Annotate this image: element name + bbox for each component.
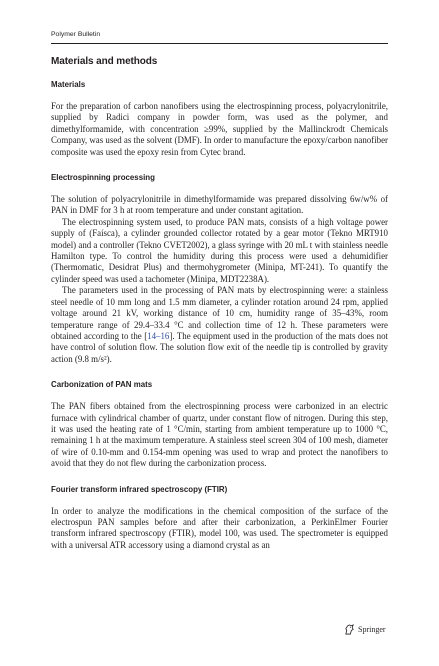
- electrospinning-paragraph-2: The electrospinning system used, to produce PAN mats, consists of a high voltage power supply of (Faísca), a cylinder grounded collector rotated by a gear motor (Tekno MRT910 model) and a controller (Tekno CVET2002), a glass syringe with 20 mL t with stainless needle Hamilton type. To control the humidity during this process were used a dehumidifier (Thermomatic, Desidrat Plus) and thermohygrometer (Minipa, MT-241). To quantify the cylinder speed was used a tachometer (Minipa, MDT2238A).: [51, 216, 388, 284]
- publisher-logo: [344, 624, 386, 635]
- springer-horse-icon: [344, 624, 355, 635]
- ftir-paragraph: In order to analyze the modifications in the chemical composition of the surface of the electrospun PAN samples before and after their carbonization, a PerkinElmer Fourier transform infrared spectroscopy (FTIR), model 100, was used. The spectrometer is equipped with a universal ATR accessory using a diamond crystal as an: [51, 505, 388, 550]
- materials-heading: Materials: [51, 80, 86, 89]
- electrospinning-heading: Electrospinning processing: [51, 173, 155, 183]
- carbonization-heading: Carbonization of PAN mats: [51, 380, 153, 390]
- publisher-name: Springer: [358, 625, 386, 634]
- header-rule: [51, 43, 388, 44]
- electrospinning-paragraph-3: [51, 285, 388, 365]
- citation-link[interactable]: 14–16: [147, 330, 170, 341]
- section-title: Materials and methods: [51, 56, 158, 67]
- materials-paragraph: For the preparation of carbon nanofibers using the electrospinning process, polyacrylonitrile, supplied by Radici company in powder form, was used as the polymer, and dimethylformamide, with concentration ≥99%, supplied by the Mallinckrodt Chemicals Company, was used as the solvent (DMF). In order to manufacture the epoxy/carbon nanofiber composite was used the epoxy resin from Cytec brand.: [51, 101, 388, 157]
- ftir-heading: Fourier transform infrared spectroscopy (FTIR): [51, 484, 228, 494]
- p3-text-after: ]. The equipment used in the production of the mats does not have control of solution flow. The solution flow exit of the needle tip is controlled by gravity action (9.8 m/s²).: [51, 330, 388, 364]
- electrospinning-paragraph-1: The solution of polyacrylonitrile in dimethylformamide was prepared dissolving 6w/w% of PAN in DMF for 3 h at room temperature and under constant agitation.: [51, 194, 388, 216]
- p3-text-before: The parameters used in the processing of PAN mats by electrospinning were: a stainless steel needle of 10 mm long and 1.5 mm diameter, a cylinder rotation around 24 rpm, applied voltage around 21 kV, working distance of 10 cm, humidity range of 35–43%, room temperature range of 29.4–33.4 °C and collection time of 12 h. These parameters were obtained according to the [: [51, 285, 388, 341]
- carbonization-paragraph: The PAN fibers obtained from the electrospinning process were carbonized in an electric furnace with cylindrical chamber of quartz, under constant flow of nitrogen. During this step, it was used the heating rate of 1 °C/min, starting from ambient temperature up to 1000 °C, remaining 1 h at the maximum temperature. A stainless steel screen 304 of 100 mesh, diameter of wire of 0.10-mm and 0.154-mm opening was used to wrap and protect the nanofibers to avoid that they do not flew during the carbonization process.: [51, 401, 388, 469]
- running-head: Polymer Bulletin: [51, 31, 101, 38]
- article-body: [51, 56, 388, 551]
